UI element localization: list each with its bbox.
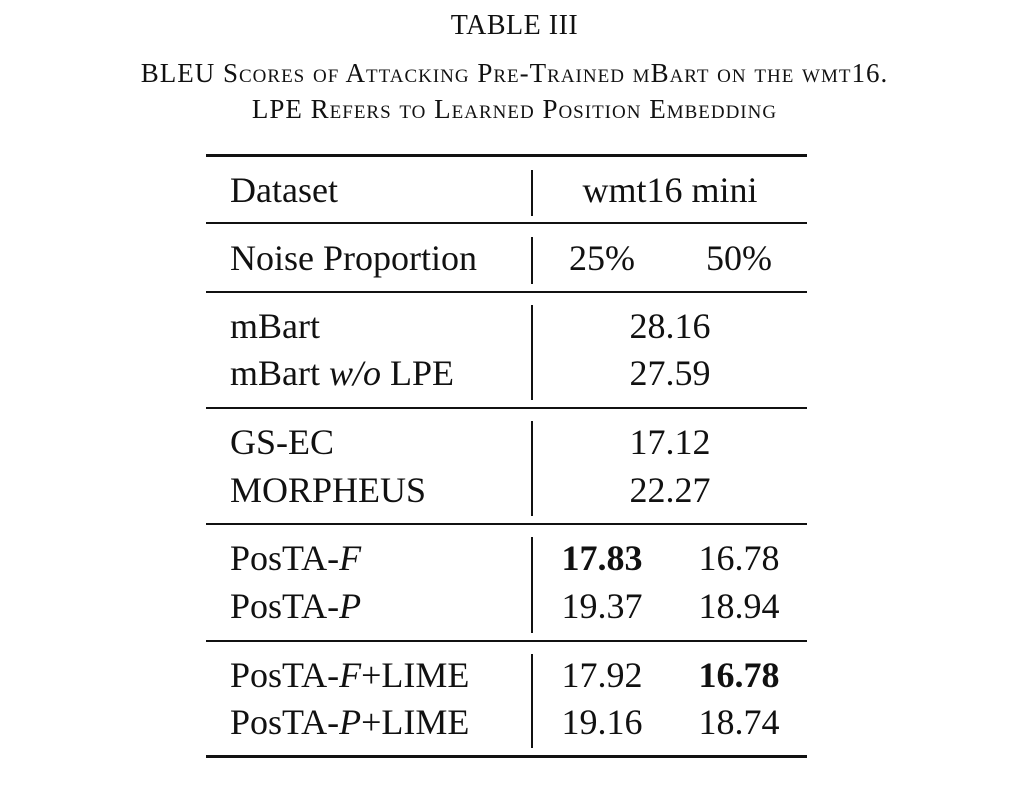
noise-50-header: 50% bbox=[706, 238, 772, 278]
rule-after-attacks bbox=[206, 523, 807, 525]
row-posta-p-lime-50: 18.74 bbox=[698, 702, 780, 742]
row-posta-p-50: 18.94 bbox=[698, 586, 780, 626]
top-rule bbox=[206, 154, 807, 157]
row-morpheus-name: MORPHEUS bbox=[230, 470, 427, 510]
dataset-label: Dataset bbox=[230, 170, 338, 210]
row-posta-f-lime-name: PosTA-F+LIME bbox=[230, 655, 470, 695]
row-posta-p-lime-25: 19.16 bbox=[561, 702, 643, 742]
row-posta-f-lime-25: 17.92 bbox=[561, 655, 643, 695]
bottom-rule bbox=[206, 755, 807, 758]
dataset-value: wmt16 mini bbox=[582, 170, 758, 210]
row-posta-f-50: 16.78 bbox=[698, 538, 780, 578]
row-gs-ec-value: 17.12 bbox=[629, 422, 711, 462]
row-posta-p-25: 19.37 bbox=[561, 586, 643, 626]
noise-proportion-label: Noise Proportion bbox=[230, 238, 477, 278]
row-mbart-name: mBart bbox=[230, 306, 320, 346]
caption-line-2: LPE Refers to Learned Position Embedding bbox=[251, 94, 778, 124]
rule-after-dataset bbox=[206, 222, 807, 224]
row-mbart-value: 28.16 bbox=[629, 306, 711, 346]
rule-after-baseline bbox=[206, 407, 807, 409]
rule-after-posta bbox=[206, 640, 807, 642]
row-mbart-wo-lpe-value: 27.59 bbox=[629, 353, 711, 393]
caption-line-1: BLEU Scores of Attacking Pre-Trained mBart on the wmt16. bbox=[140, 58, 889, 88]
table-label: TABLE III bbox=[450, 10, 579, 41]
vertical-rule bbox=[531, 537, 533, 633]
row-mbart-wo-lpe-name: mBart w/o LPE bbox=[230, 353, 455, 393]
row-posta-f-name: PosTA-F bbox=[230, 538, 362, 578]
row-morpheus-value: 22.27 bbox=[629, 470, 711, 510]
row-posta-p-name: PosTA-P bbox=[230, 586, 362, 626]
row-posta-f-lime-50: 16.78 bbox=[698, 655, 780, 695]
row-posta-f-25: 17.83 bbox=[561, 538, 643, 578]
row-gs-ec-name: GS-EC bbox=[230, 422, 335, 462]
vertical-rule bbox=[531, 654, 533, 748]
row-posta-p-lime-name: PosTA-P+LIME bbox=[230, 702, 470, 742]
rule-after-noise bbox=[206, 291, 807, 293]
vertical-rule bbox=[531, 237, 533, 284]
noise-25-header: 25% bbox=[569, 238, 635, 278]
